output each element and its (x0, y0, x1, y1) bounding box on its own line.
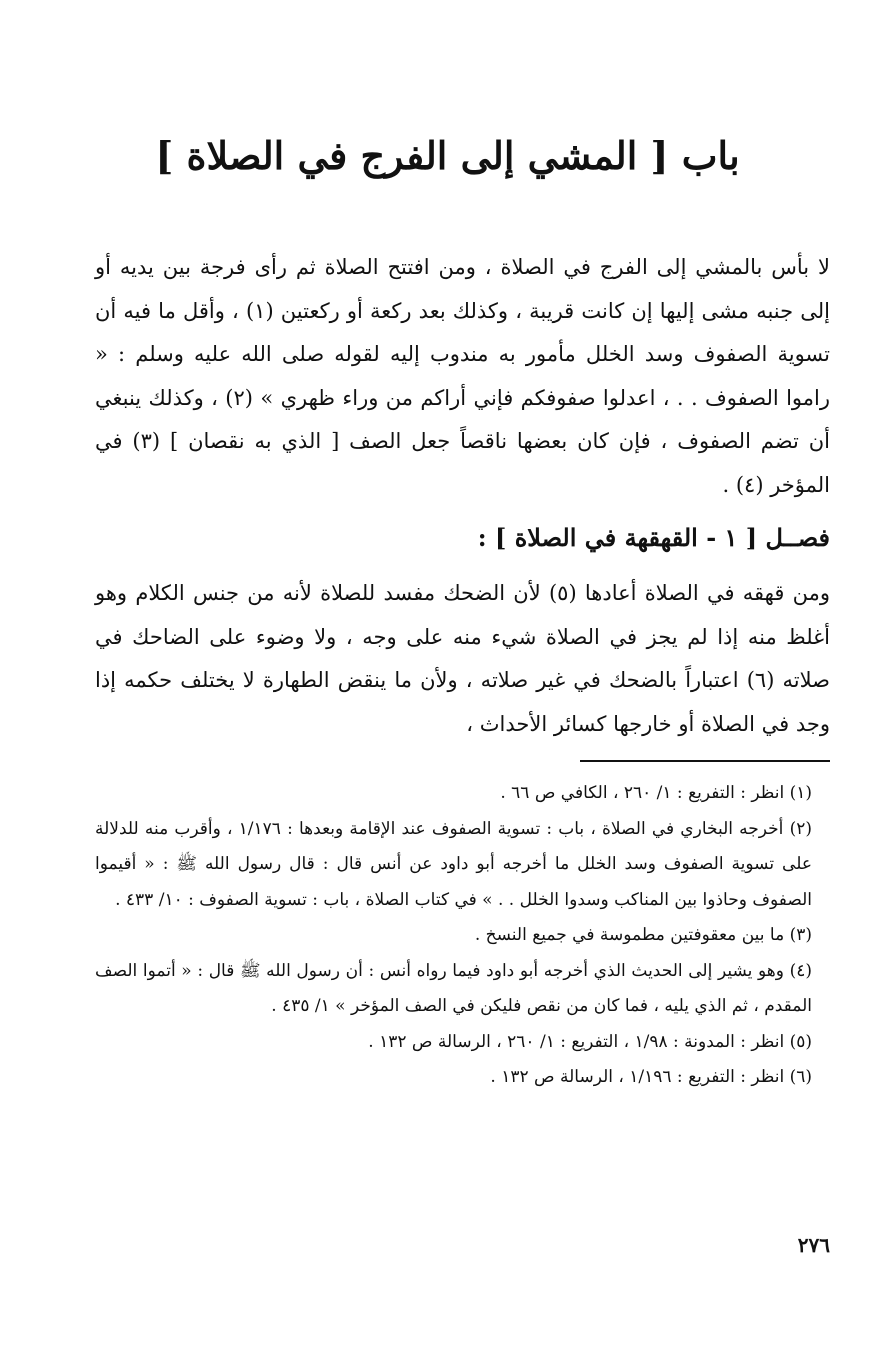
footnote-6: (٦) انظر : التفريع : ١/١٩٦ ، الرسالة ص ١٣٢ . (490, 1067, 812, 1087)
footnote-5: (٥) انظر : المدونة : ١/٩٨ ، التفريع : ١/ ٢٦٠ ، الرسالة ص ١٣٢ . (368, 1031, 812, 1052)
footnote-3: (٣) ما بين معقوفتين مطموسة في جميع النسخ . (474, 925, 812, 945)
chapter-title: باب [ المشي إلى الفرج في الصلاة ] (155, 133, 740, 178)
paragraph-laughter-in-prayer: ومن قهقه في الصلاة أعادها (٥) لأن الضحك مفسد للصلاة لأنه من جنس الكلام وهو أغلظ منه إذا لم يجز في الصلاة شيء منه على وجه ، ولا وضوء على الضاحك في صلاته (٦) اعتباراً بالضحك في غير صلاته ، ولأن ما ينقض الطهارة لا يختلف حكمه إذا وجد في الصلاة أو خارجها كسائر الأحداث ، (95, 581, 830, 736)
footnote-1: (١) انظر : التفريع : ١/ ٢٦٠ ، الكافي ص ٦٦ . (500, 783, 812, 803)
footnote-4: (٤) وهو يشير إلى الحديث الذي أخرجه أبو داود فيما رواه أنس : أن رسول الله ﷺ قال : « أتموا الصف المقدم ، ثم الذي يليه ، فما كان من نقص فليكن في الصف المؤخر » ١/ ٤٣٥ . (95, 960, 812, 1016)
section-heading-laughter: فصــل [ ١ - القهقهة في الصلاة ] : (477, 523, 830, 552)
footnotes-list (95, 776, 830, 1096)
footnote-separator (580, 760, 830, 762)
page-number: ٢٧٦ (797, 1233, 830, 1257)
footnote-2: (٢) أخرجه البخاري في الصلاة ، باب : تسوية الصفوف عند الإقامة وبعدها : ١/١٧٦ ، وأقرب منه للدلالة على تسوية الصفوف وسد الخلل ما أخرجه أبو داود عن أنس قال : قال رسول الله ﷺ : « أقيموا الصفوف وحاذوا بين المناكب وسدوا الخلل . . » في كتاب الصلاة ، باب : تسوية الصفوف : ١٠/ ٤٣٣ . (95, 818, 812, 910)
paragraph-walking-to-gaps: لا بأس بالمشي إلى الفرج في الصلاة ، ومن افتتح الصلاة ثم رأى فرجة بين يديه أو إلى جنبه مشى إليها إن كانت قريبة ، وكذلك بعد ركعة أو ركعتين (١) ، وأقل ما فيه أن تسوية الصفوف وسد الخلل مأمور به مندوب إليه لقوله صلى الله عليه وسلم : « راموا الصفوف . . ، اعدلوا صفوفكم فإني أراكم من وراء ظهري » (٢) ، وكذلك ينبغي أن تضم الصفوف ، فإن كان بعضها ناقصاً جعل الصف [ الذي به نقصان ] (٣) في المؤخر (٤) . (95, 255, 830, 497)
